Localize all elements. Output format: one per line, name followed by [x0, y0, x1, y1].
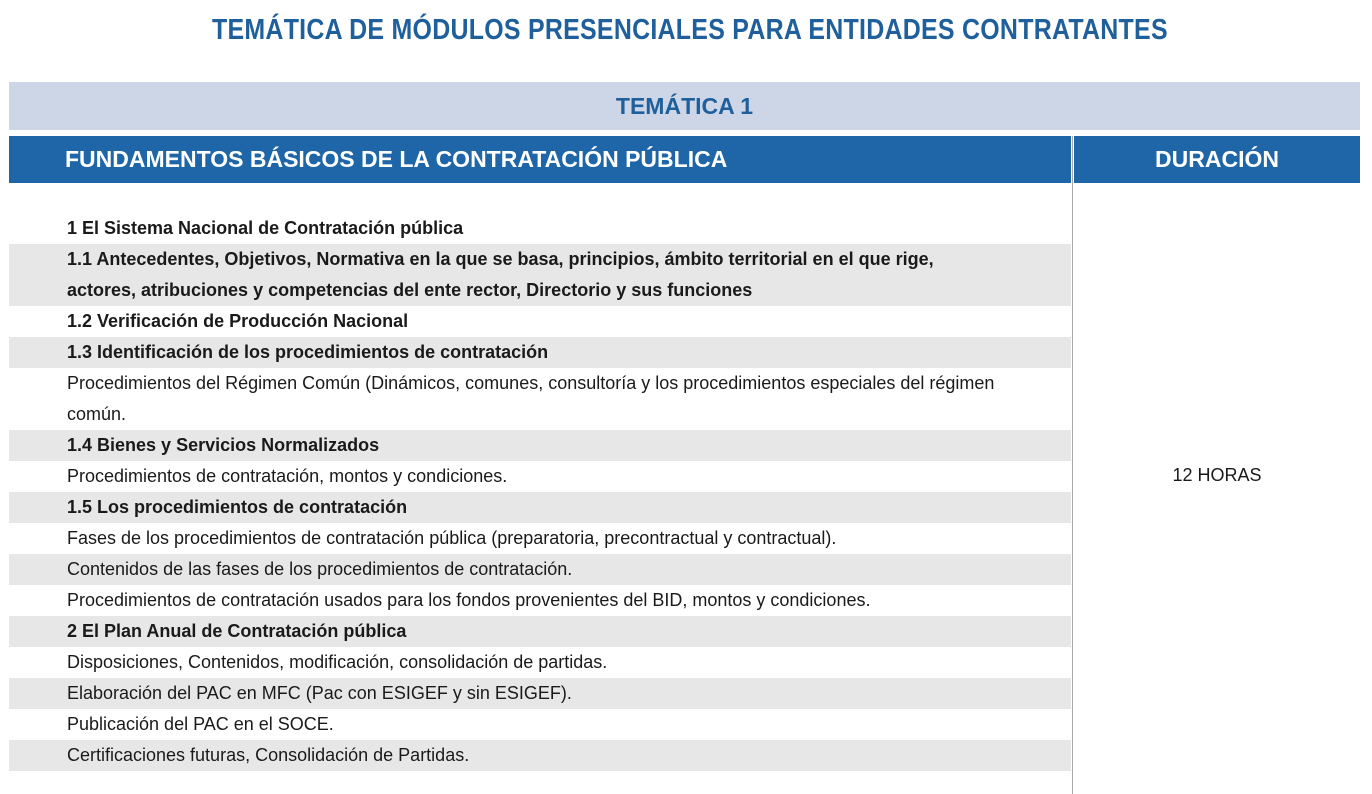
list-item: 1.4 Bienes y Servicios Normalizados	[9, 430, 1071, 461]
list-item: Procedimientos de contratación, montos y condiciones.	[67, 466, 508, 486]
duration-value: 12 HORAS	[1172, 465, 1262, 485]
list-item: 1 El Sistema Nacional de Contratación pública	[67, 218, 464, 238]
list-item: 2 El Plan Anual de Contratación pública	[9, 616, 1071, 647]
list-item: Contenidos de las fases de los procedimientos de contratación.	[9, 554, 1071, 585]
list-item: 1.1 Antecedentes, Objetivos, Normativa en la que se basa, principios, ámbito territorial en el que rige, actores, atribuciones y competencias del ente rector, Directorio y sus funciones	[9, 244, 1071, 306]
list-item: Procedimientos de contratación usados para los fondos provenientes del BID, montos y condiciones.	[67, 590, 871, 610]
list-item: Disposiciones, Contenidos, modificación, consolidación de partidas.	[67, 652, 608, 672]
column-divider	[1072, 136, 1073, 794]
list-item: Fases de los procedimientos de contratación pública (preparatoria, precontractual y contractual).	[67, 528, 837, 548]
list-item: 1.5 Los procedimientos de contratación	[9, 492, 1071, 523]
list-item: 1.3 Identificación de los procedimientos de contratación	[9, 337, 1071, 368]
section-band: TEMÁTICA 1	[9, 82, 1360, 130]
list-item: Elaboración del PAC en MFC (Pac con ESIGEF y sin ESIGEF).	[9, 678, 1071, 709]
header-duration: DURACIÓN	[1074, 136, 1360, 183]
list-item: 1.2 Verificación de Producción Nacional	[67, 311, 409, 331]
list-item: Certificaciones futuras, Consolidación de Partidas.	[9, 740, 1071, 771]
list-item: Procedimientos del Régimen Común (Dinámicos, comunes, consultoría y los procedimientos especiales del régimen común.	[67, 373, 995, 424]
list-item: Publicación del PAC en el SOCE.	[67, 714, 334, 734]
topic-list	[9, 213, 1071, 771]
page-title: TEMÁTICA DE MÓDULOS PRESENCIALES PARA ENTIDADES CONTRATANTES	[212, 14, 1168, 46]
header-topic: FUNDAMENTOS BÁSICOS DE LA CONTRATACIÓN PÚBLICA	[9, 136, 1071, 183]
